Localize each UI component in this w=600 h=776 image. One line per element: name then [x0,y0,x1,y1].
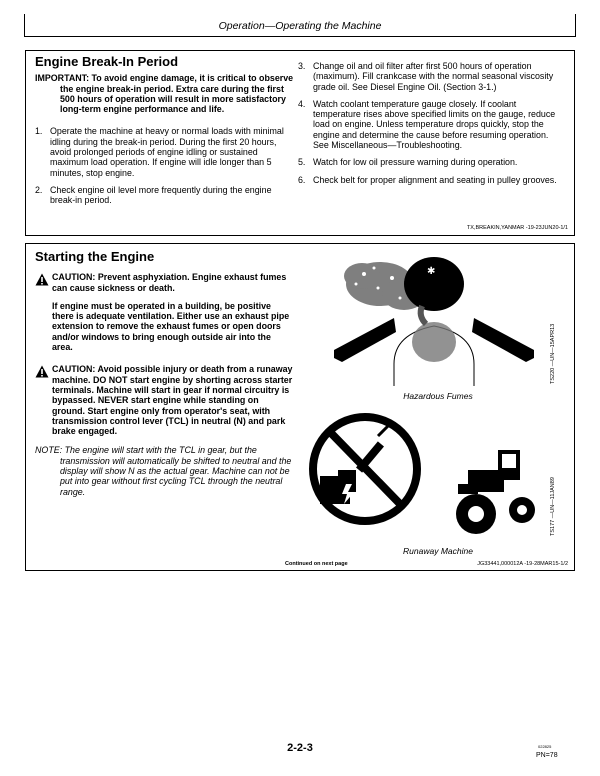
runaway-machine-illustration [308,410,548,540]
list-item: 4. Watch coolant temperature gauge closely. If coolant temperature rises above specified limits on the gauge, reduce load on engine. Unless temperature drops quickly, stop the engine and determine the cause before resuming operation. See Miscellaneous—Troubleshooting. [298,98,556,151]
figure-code-ts220: TS220 —UN—15APR13 [550,323,556,384]
list-item: 5. Watch for low oil pressure warning during operation. [298,157,518,168]
breakin-title: Engine Break-In Period [35,54,179,69]
list-item: 2. Check engine oil level more frequently during the engine break-in period. [35,184,272,206]
breakin-steps-left [35,126,297,205]
list-item: 1. Operate the machine at heavy or normal loads with minimal idling during the break-in period. During the first 20 hours, avoid prolonged periods of engine idling or sustained maximum load operation. If engine will idle longer than 5 minutes, stop engine. [35,126,284,178]
figure-caption-hazardous-fumes: Hazardous Fumes [403,391,473,401]
breakin-steps-right [298,61,566,185]
footer-pn: PN=78 [536,752,558,759]
starting-reference-code: JG33441,000012A -19-28MAR15-1/2 [477,561,568,567]
warning-triangle-icon [35,273,49,288]
breakin-section [25,50,575,236]
breakin-right-column [298,61,566,192]
page-number: 2-2-3 [287,742,313,754]
list-item: 3. Change oil and oil filter after first 500 hours of operation (maximum). Fill crankcase with the normal seasonal viscosity grade oil. See Diesel Engine Oil. (Section 3-1.) [298,61,554,92]
breakin-reference-code: TX,BREAKIN,YANMAR -19-23JUN20-1/1 [466,225,568,231]
page-header-title: Operation—Operating the Machine [218,20,382,32]
breakin-left-column [35,54,297,213]
footer-code: 022825 [538,744,552,749]
header-underline [24,36,576,37]
starting-title: Starting the Engine [35,249,155,264]
list-item: 6. Check belt for proper alignment and seating in pulley grooves. [298,174,557,185]
important-notice: IMPORTANT: To avoid engine damage, it is critical to observe the engine break-in period. Extra care during the first 500 hours of operation will result in more satisfactory long-term engine performance and life. [35,73,294,115]
caution-runaway: CAUTION: Avoid possible injury or death from a runaway machine. DO NOT start engine by shorting across starter terminals. Machine will start in gear if normal circuitry is bypassed. NEVER start engine while standing on ground. Start engine only from operator's seat, with transmission control lever (TCL) in neutral (N) and park brake engaged. [35,364,293,436]
caution-asphyxiation-body: If engine must be operated in a building, be positive there is adequate ventilation. Either use an exhaust pipe extension to remove the exhaust fumes or open doors and/or windows to bring enough outside air into the area. [52,300,290,353]
caution-asphyxiation: CAUTION: Prevent asphyxiation. Engine exhaust fumes can cause sickness or death. [35,272,293,293]
svg-text:✱: ✱ [427,266,436,277]
figure-code-ts177: TS177 —UN—11JAN89 [550,477,556,536]
continued-note: Continued on next page [285,561,348,567]
hazardous-fumes-illustration [334,254,534,388]
warning-triangle-icon [35,365,49,380]
note-tcl: NOTE: The engine will start with the TCL in gear, but the transmission will automatically be shifted to neutral and the display will show N as the actual gear. Machine can not be put into gear without first cycling TCL through the neutral range. [35,445,292,497]
starting-text-column [35,249,293,497]
figure-caption-runaway-machine: Runaway Machine [403,546,473,556]
starting-section [25,243,575,571]
